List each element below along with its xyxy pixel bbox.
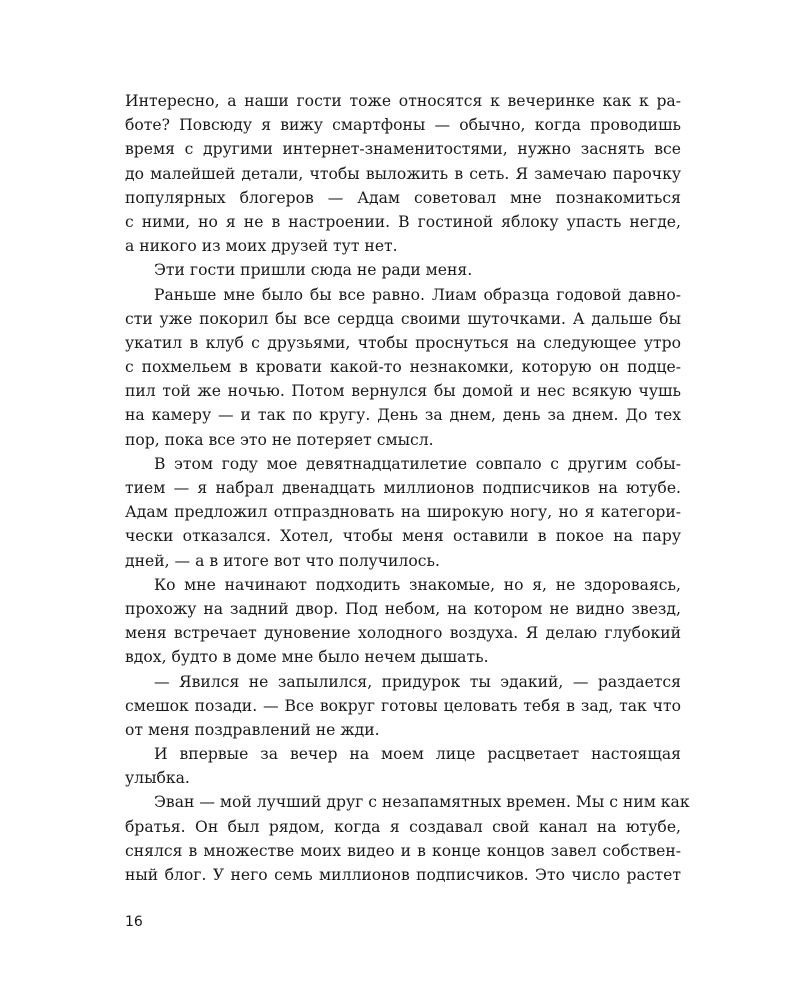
text-line: вдох, будто в доме мне было нечем дышать. (125, 648, 489, 667)
text-line: Эти гости пришли сюда не ради меня. (154, 261, 473, 280)
text-line: В этом году мое девятнадцатилетие совпало с другим собы- (154, 454, 681, 473)
text-line: снялся в множестве моих видео и в конце концов завел собствен- (125, 841, 681, 860)
text-line: сти уже покорил бы все сердца своими шуточками. А дальше бы (125, 309, 681, 328)
text-line: на камеру — и так по кругу. День за днем, день за днем. До тех (125, 406, 681, 425)
text-line: а никого из моих друзей тут нет. (125, 237, 398, 256)
text-line: дней, — а в итоге вот что получилось. (125, 551, 440, 570)
text-line: И впервые за вечер на моем лице расцветает настоящая (154, 745, 681, 764)
text-line: ный блог. У него семь миллионов подписчиков. Это число растет (125, 866, 681, 884)
text-line: Раньше мне было бы все равно. Лиам образца годовой давно- (154, 285, 681, 304)
text-line: прохожу на задний двор. Под небом, на котором не видно звезд, (125, 599, 681, 618)
text-line: с ними, но я не в настроении. В гостиной яблоку упасть негде, (125, 212, 681, 231)
text-line: от меня поздравлений не жди. (125, 720, 380, 739)
text-line: Эван — мой лучший друг с незапамятных времен. Мы с ним как (154, 793, 690, 812)
text-line: чески отказался. Хотел, чтобы меня оставили в покое на пару (125, 527, 681, 546)
text-line: до малейшей детали, чтобы выложить в сеть. Я замечаю парочку (125, 164, 681, 183)
text-line: боте? Повсюду я вижу смартфоны — обычно, когда проводишь (125, 116, 681, 135)
text-line: Ко мне начинают подходить знакомые, но я, не здороваясь, (154, 575, 681, 594)
text-line: смешок позади. — Все вокруг готовы целовать тебя в зад, так что (125, 696, 681, 715)
text-line: пил той же ночью. Потом вернулся бы домой и нес всякую чушь (125, 382, 681, 401)
text-line: братья. Он был рядом, когда я создавал свой канал на ютубе, (125, 817, 681, 836)
text-line: пор, пока все это не потеряет смысл. (125, 430, 434, 449)
text-line: время с другими интернет-знаменитостями, нужно заснять все (125, 140, 681, 159)
text-line: меня встречает дуновение холодного воздуха. Я делаю глубокий (125, 624, 681, 643)
text-line: тием — я набрал двенадцать миллионов подписчиков на ютубе. (125, 479, 681, 497)
text-line: популярных блогеров — Адам советовал мне познакомиться (125, 188, 681, 207)
text-line: укатил в клуб с друзьями, чтобы проснуться на следующее утро (125, 333, 681, 352)
text-line: с похмельем в кровати какой-то незнакомки, которую он подце- (125, 358, 681, 377)
page-number: 16 (125, 914, 143, 930)
text-line: улыбка. (125, 769, 190, 788)
text-line: — Явился не запылился, придурок ты эдакий, — раздается (154, 672, 681, 691)
text-line: Интересно, а наши гости тоже относятся к вечеринке как к ра- (125, 92, 681, 110)
body-text (125, 89, 690, 887)
text-line: Адам предложил отпраздновать на широкую ногу, но я категори- (125, 503, 681, 522)
